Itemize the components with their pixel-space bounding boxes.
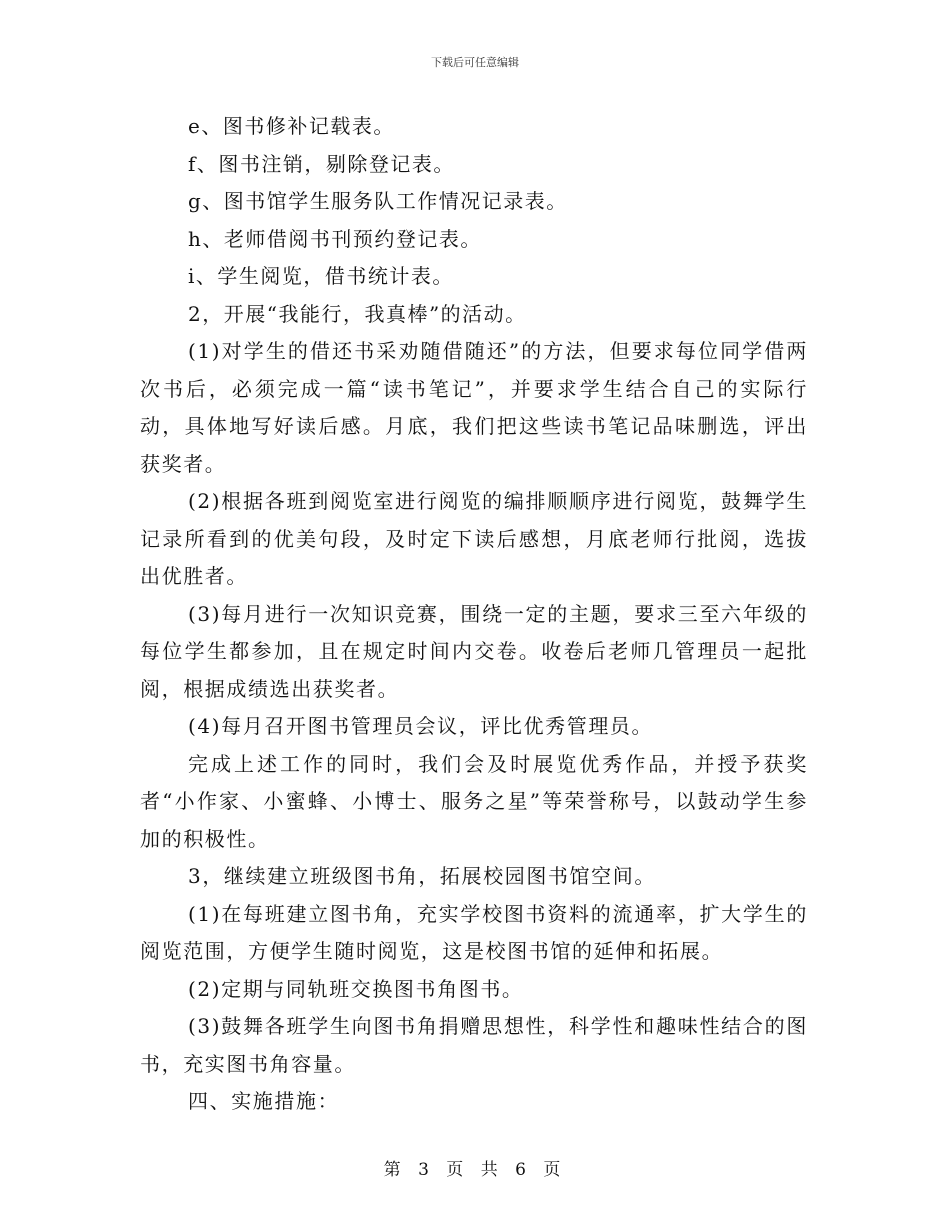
document-body <box>140 108 808 1121</box>
section-heading: 四、实施措施： <box>188 1089 340 1113</box>
paragraph: (1)对学生的借还书采劝随借随还”的方法，但要求每位同学借两次书后，必须完成一篇“读书笔记”，并要求学生结合自己的实际行动，具体地写好读后感。月底，我们把这些读书笔记品味删选，评出获奖者。 <box>140 339 808 476</box>
paragraph: (3)每月进行一次知识竞赛，围绕一定的主题，要求三至六年级的每位学生都参加，且在规定时间内交卷。收卷后老师几管理员一起批阅，根据成绩选出获奖者。 <box>140 601 808 701</box>
section-heading: 2，开展“我能行，我真棒”的活动。 <box>188 301 527 326</box>
page-header-note: 下载后可任意编辑 <box>431 56 519 69</box>
list-item: g、图书馆学生服务队工作情况记录表。 <box>188 189 568 213</box>
page-number: 第 3 页 共 6 页 <box>383 1160 567 1180</box>
paragraph: 完成上述工作的同时，我们会及时展览优秀作品，并授予获奖者“小作家、小蜜蜂、小博士、服务之星”等荣誉称号，以鼓动学生参加的积极性。 <box>140 751 808 851</box>
section-heading: 3，继续建立班级图书角，拓展校园图书馆空间。 <box>188 864 656 888</box>
list-item: e、图书修补记载表。 <box>188 114 395 138</box>
paragraph: (2)定期与同轨班交换图书角图书。 <box>188 976 524 1001</box>
list-item: i、学生阅览，借书统计表。 <box>188 264 454 288</box>
list-item: h、老师借阅书刊预约登记表。 <box>188 226 482 251</box>
paragraph: (2)根据各班到阅览室进行阅览的编排顺顺序进行阅览，鼓舞学生记录所看到的优美句段，及时定下读后感想，月底老师行批阅，选拔出优胜者。 <box>140 489 808 588</box>
paragraph: (4)每月召开图书管理员会议，评比优秀管理员。 <box>188 714 654 738</box>
paragraph: (1)在每班建立图书角，充实学校图书资料的流通率，扩大学生的阅览范围，方便学生随时阅览，这是校图书馆的延伸和拓展。 <box>140 901 808 963</box>
paragraph: (3)鼓舞各班学生向图书角捐赠思想性，科学性和趣味性结合的图书，充实图书角容量。 <box>140 1014 808 1076</box>
list-item: f、图书注销，剔除登记表。 <box>188 151 455 176</box>
